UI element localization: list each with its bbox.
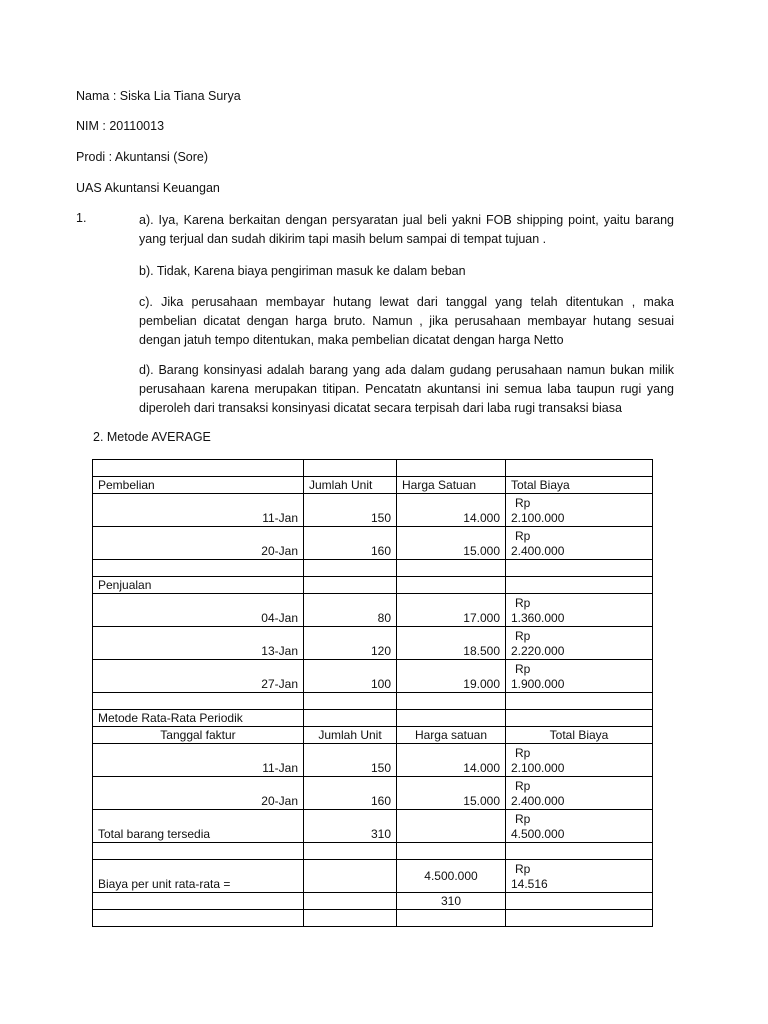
unit-cell: 80 <box>304 594 397 627</box>
table-row <box>93 777 653 810</box>
unit-cell: 160 <box>304 777 397 810</box>
unit-cell: 150 <box>304 744 397 777</box>
total-cell <box>506 777 653 810</box>
answer-1b: b). Tidak, Karena biaya pengiriman masuk ke dalam beban <box>139 264 466 278</box>
currency-label: Rp <box>515 629 531 643</box>
table-row <box>93 744 653 777</box>
table-row <box>93 660 653 693</box>
header-harga-satuan: Harga satuan <box>397 727 506 744</box>
price-cell: 17.000 <box>397 594 506 627</box>
date-cell: 04-Jan <box>93 594 304 627</box>
price-cell: 14.000 <box>397 494 506 527</box>
price-cell: 15.000 <box>397 527 506 560</box>
header-total-biaya: Total Biaya <box>506 477 653 494</box>
currency-label: Rp <box>515 662 531 676</box>
avg-denominator: 310 <box>397 893 506 910</box>
table-row <box>93 693 653 710</box>
table-row <box>93 577 653 594</box>
header-tanggal-faktur: Tanggal faktur <box>93 727 304 744</box>
total-cell <box>506 810 653 843</box>
price-cell: 15.000 <box>397 777 506 810</box>
date-cell: 20-Jan <box>93 777 304 810</box>
total-cell <box>506 627 653 660</box>
table-row <box>93 843 653 860</box>
total-cell <box>506 860 653 893</box>
date-cell: 11-Jan <box>93 494 304 527</box>
currency-label: Rp <box>515 746 531 760</box>
header-total-biaya: Total Biaya <box>506 727 653 744</box>
total-available-label: Total barang tersedia <box>93 810 304 843</box>
currency-label: Rp <box>515 596 531 610</box>
total-value: 1.900.000 <box>511 677 565 691</box>
date-cell: 13-Jan <box>93 627 304 660</box>
unit-cell: 120 <box>304 627 397 660</box>
table-row <box>93 527 653 560</box>
table-row <box>93 494 653 527</box>
header-jumlah-unit: Jumlah Unit <box>304 477 397 494</box>
table-row <box>93 910 653 927</box>
total-available-value: 4.500.000 <box>511 827 565 841</box>
table-header-row <box>93 477 653 494</box>
total-value: 1.360.000 <box>511 611 565 625</box>
total-value: 2.100.000 <box>511 761 565 775</box>
total-cell <box>506 660 653 693</box>
total-cell <box>506 744 653 777</box>
student-nim: NIM : 20110013 <box>76 119 165 133</box>
total-value: 2.100.000 <box>511 511 565 525</box>
question-2-title: 2. Metode AVERAGE <box>93 430 211 444</box>
price-cell: 14.000 <box>397 744 506 777</box>
total-available-unit: 310 <box>304 810 397 843</box>
total-value: 2.400.000 <box>511 544 565 558</box>
total-cell <box>506 594 653 627</box>
table-row <box>93 893 653 910</box>
pembelian-label: Pembelian <box>93 477 304 494</box>
answer-1c: c). Jika perusahaan membayar hutang lewat dari tanggal yang telah ditentukan , maka pembelian dicatat dengan harga bruto. Namun , jika perusahaan membayar hutang sesuai dengan jatuh tempo ditentukan, maka pembelian dicatat dengan harga Netto <box>139 295 674 347</box>
currency-label: Rp <box>515 812 531 826</box>
currency-label: Rp <box>515 779 531 793</box>
date-cell: 11-Jan <box>93 744 304 777</box>
exam-title: UAS Akuntansi Keuangan <box>76 181 220 195</box>
answer-1d: d). Barang konsinyasi adalah barang yang ada dalam gudang perusahaan namun bukan milik perusahaan karena merupakan titipan. Pencatatn akuntansi ini semua laba taupun rugi yang diperoleh dari transaksi konsinyasi dicatat secara terpisah dari laba rugi transaksi biasa <box>139 363 674 415</box>
total-value: 2.400.000 <box>511 794 565 808</box>
total-value: 2.220.000 <box>511 644 565 658</box>
header-jumlah-unit: Jumlah Unit <box>304 727 397 744</box>
student-name: Nama : Siska Lia Tiana Surya <box>76 89 241 103</box>
header-harga-satuan: Harga Satuan <box>397 477 506 494</box>
avg-cost-value: 14.516 <box>511 877 548 891</box>
table-header-row <box>93 727 653 744</box>
avg-cost-label: Biaya per unit rata-rata = <box>93 860 304 893</box>
answer-1a: a). Iya, Karena berkaitan dengan persyaratan jual beli yakni FOB shipping point, yaitu barang yang terjual dan sudah dikirim tapi masih belum sampai di tempat tujuan . <box>139 213 674 246</box>
price-cell: 19.000 <box>397 660 506 693</box>
question-1-number: 1. <box>76 211 87 225</box>
total-cell <box>506 494 653 527</box>
avg-numerator: 4.500.000 <box>397 860 506 893</box>
unit-cell: 160 <box>304 527 397 560</box>
table-row <box>93 594 653 627</box>
total-cell <box>506 527 653 560</box>
currency-label: Rp <box>515 862 531 876</box>
date-cell: 27-Jan <box>93 660 304 693</box>
study-program: Prodi : Akuntansi (Sore) <box>76 150 209 164</box>
date-cell: 20-Jan <box>93 527 304 560</box>
table-row <box>93 810 653 843</box>
price-cell: 18.500 <box>397 627 506 660</box>
periodik-label: Metode Rata-Rata Periodik <box>93 710 304 727</box>
average-method-table <box>92 459 653 927</box>
table-row <box>93 860 653 893</box>
currency-label: Rp <box>515 496 531 510</box>
unit-cell: 150 <box>304 494 397 527</box>
table-row <box>93 460 653 477</box>
unit-cell: 100 <box>304 660 397 693</box>
penjualan-label: Penjualan <box>93 577 304 594</box>
table-row <box>93 710 653 727</box>
currency-label: Rp <box>515 529 531 543</box>
table-row <box>93 627 653 660</box>
table-row <box>93 560 653 577</box>
